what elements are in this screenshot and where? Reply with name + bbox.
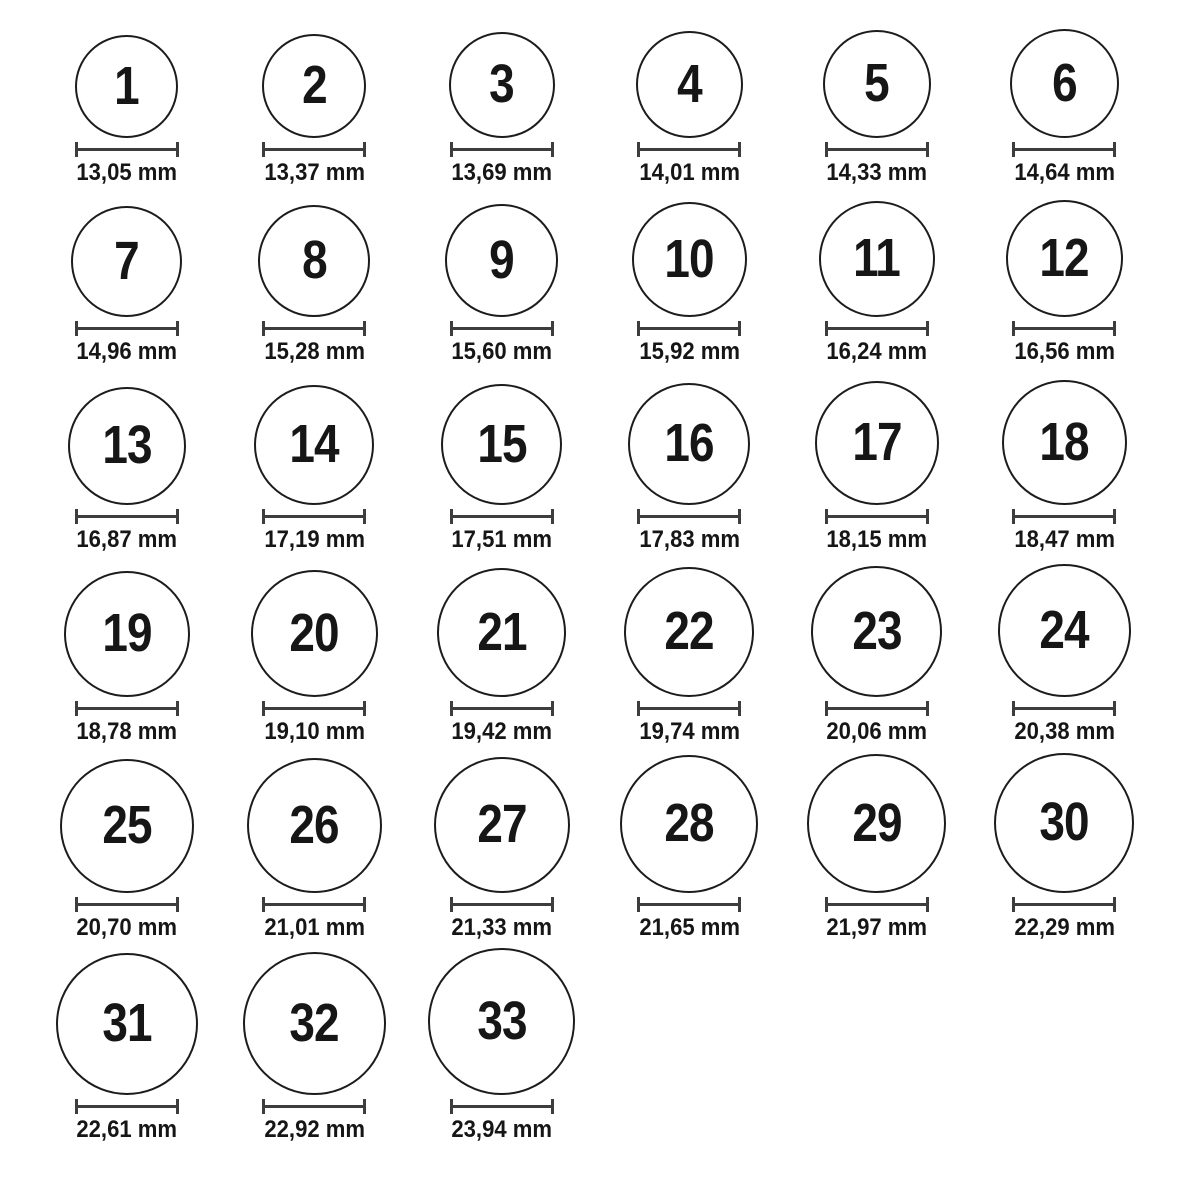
measure-bar <box>263 1105 365 1108</box>
measure-right-tick <box>926 509 929 524</box>
diameter-measure-line <box>637 142 741 157</box>
diameter-label: 16,87 mm <box>76 526 178 553</box>
ring-circle <box>428 948 575 1095</box>
diameter-label: 21,97 mm <box>826 914 928 941</box>
ring-size-number: 23 <box>852 600 902 661</box>
ring-circle <box>1002 380 1127 505</box>
ring-circle <box>71 206 182 317</box>
diameter-label: 17,19 mm <box>263 526 365 553</box>
ring-circle <box>75 35 178 138</box>
measure-bar <box>1013 707 1115 710</box>
ring-size-number: 1 <box>114 55 140 116</box>
ring-size-item <box>408 557 596 749</box>
ring-size-item <box>971 2 1159 190</box>
measure-bar <box>263 903 365 906</box>
ring-circle <box>994 753 1134 893</box>
ring-size-number: 31 <box>102 993 152 1053</box>
diameter-label: 15,60 mm <box>451 338 553 365</box>
measure-right-tick <box>551 701 554 716</box>
measure-right-tick <box>738 509 741 524</box>
ring-size-item <box>783 190 971 369</box>
measure-right-tick <box>363 321 366 336</box>
measure-right-tick <box>363 509 366 524</box>
measure-right-tick <box>176 1099 179 1114</box>
ring-size-item <box>783 2 971 190</box>
ring-circle <box>449 32 555 138</box>
measure-right-tick <box>738 142 741 157</box>
ring-size-item <box>33 2 221 190</box>
diameter-label: 19,10 mm <box>263 718 365 745</box>
diameter-measure-line <box>825 897 929 912</box>
measure-right-tick <box>176 142 179 157</box>
measure-right-tick <box>738 701 741 716</box>
diameter-label: 21,33 mm <box>451 914 553 941</box>
measure-right-tick <box>1113 509 1116 524</box>
ring-size-number: 33 <box>477 990 527 1051</box>
diameter-label: 13,05 mm <box>76 159 178 186</box>
measure-right-tick <box>551 1099 554 1114</box>
ring-circle <box>807 754 946 893</box>
ring-circle <box>620 755 758 893</box>
ring-size-item <box>33 945 221 1147</box>
diameter-label: 21,65 mm <box>638 914 740 941</box>
diameter-measure-line <box>637 509 741 524</box>
diameter-label: 21,01 mm <box>263 914 365 941</box>
measure-bar <box>638 515 740 518</box>
ring-circle <box>434 757 570 893</box>
diameter-measure-line <box>450 509 554 524</box>
ring-size-item <box>221 557 409 749</box>
ring-size-number: 20 <box>289 602 339 663</box>
ring-circle <box>624 567 754 697</box>
measure-bar <box>1013 515 1115 518</box>
ring-size-item <box>971 749 1159 945</box>
diameter-measure-line <box>262 897 366 912</box>
ring-size-number: 3 <box>489 54 515 114</box>
ring-circle <box>254 385 374 505</box>
ring-size-item <box>971 557 1159 749</box>
measure-bar <box>76 903 178 906</box>
measure-bar <box>76 1105 178 1108</box>
ring-circle <box>64 571 190 697</box>
ring-circle <box>243 952 386 1095</box>
measure-bar <box>451 148 553 151</box>
ring-circle <box>247 758 382 893</box>
measure-bar <box>451 327 553 330</box>
ring-circle <box>441 384 562 505</box>
diameter-measure-line <box>75 1099 179 1114</box>
ring-circle <box>632 202 747 317</box>
measure-right-tick <box>926 701 929 716</box>
ring-size-item <box>408 190 596 369</box>
measure-right-tick <box>1113 701 1116 716</box>
ring-circle <box>998 564 1131 697</box>
measure-bar <box>638 148 740 151</box>
diameter-measure-line <box>450 321 554 336</box>
diameter-label: 15,28 mm <box>263 338 365 365</box>
ring-size-number: 14 <box>289 414 339 474</box>
diameter-measure-line <box>262 321 366 336</box>
ring-size-number: 17 <box>852 412 902 472</box>
measure-right-tick <box>551 142 554 157</box>
ring-size-number: 28 <box>664 793 714 853</box>
measure-bar <box>826 327 928 330</box>
ring-size-number: 26 <box>289 794 339 855</box>
ring-size-item <box>596 749 784 945</box>
diameter-measure-line <box>450 897 554 912</box>
ring-size-number: 16 <box>664 413 714 473</box>
diameter-measure-line <box>637 321 741 336</box>
ring-size-number: 5 <box>864 53 890 113</box>
diameter-measure-line <box>450 701 554 716</box>
diameter-label: 16,56 mm <box>1013 338 1115 365</box>
diameter-measure-line <box>75 897 179 912</box>
measure-right-tick <box>551 509 554 524</box>
diameter-label: 23,94 mm <box>451 1116 553 1143</box>
ring-size-item <box>971 190 1159 369</box>
measure-bar <box>451 707 553 710</box>
measure-right-tick <box>1113 897 1116 912</box>
diameter-label: 14,96 mm <box>76 338 178 365</box>
measure-bar <box>638 707 740 710</box>
ring-circle <box>262 34 366 138</box>
diameter-label: 15,92 mm <box>638 338 740 365</box>
measure-bar <box>76 327 178 330</box>
measure-bar <box>451 1105 553 1108</box>
ring-size-item <box>221 190 409 369</box>
ring-size-number: 29 <box>852 792 902 853</box>
measure-bar <box>451 903 553 906</box>
ring-circle <box>1006 200 1123 317</box>
measure-bar <box>1013 148 1115 151</box>
ring-circle <box>811 566 942 697</box>
diameter-label: 22,92 mm <box>263 1116 365 1143</box>
measure-bar <box>826 515 928 518</box>
ring-size-number: 32 <box>289 992 339 1053</box>
measure-right-tick <box>551 897 554 912</box>
diameter-measure-line <box>825 142 929 157</box>
ring-circle <box>68 387 186 505</box>
ring-size-number: 24 <box>1039 599 1089 660</box>
measure-right-tick <box>926 321 929 336</box>
measure-bar <box>451 515 553 518</box>
diameter-label: 17,83 mm <box>638 526 740 553</box>
diameter-measure-line <box>637 897 741 912</box>
diameter-measure-line <box>637 701 741 716</box>
diameter-measure-line <box>75 701 179 716</box>
ring-circle <box>815 381 939 505</box>
diameter-measure-line <box>450 1099 554 1114</box>
ring-size-number: 30 <box>1039 792 1089 852</box>
diameter-measure-line <box>75 142 179 157</box>
ring-size-item <box>408 2 596 190</box>
diameter-measure-line <box>1012 897 1116 912</box>
ring-size-number: 19 <box>102 603 152 663</box>
ring-size-item <box>221 2 409 190</box>
diameter-label: 16,24 mm <box>826 338 928 365</box>
diameter-measure-line <box>450 142 554 157</box>
diameter-label: 13,37 mm <box>263 159 365 186</box>
ring-circle <box>60 759 194 893</box>
diameter-label: 14,64 mm <box>1013 159 1115 186</box>
ring-size-item <box>221 945 409 1147</box>
diameter-measure-line <box>1012 701 1116 716</box>
ring-size-item <box>408 749 596 945</box>
measure-bar <box>638 327 740 330</box>
diameter-measure-line <box>825 321 929 336</box>
ring-size-item <box>783 749 971 945</box>
diameter-label: 14,33 mm <box>826 159 928 186</box>
measure-right-tick <box>1113 321 1116 336</box>
ring-circle <box>1010 29 1119 138</box>
diameter-label: 18,15 mm <box>826 526 928 553</box>
measure-right-tick <box>551 321 554 336</box>
diameter-label: 22,61 mm <box>76 1116 178 1143</box>
ring-size-number: 21 <box>477 601 527 662</box>
diameter-measure-line <box>1012 321 1116 336</box>
diameter-measure-line <box>262 701 366 716</box>
measure-right-tick <box>176 701 179 716</box>
ring-circle <box>628 383 750 505</box>
diameter-label: 19,42 mm <box>451 718 553 745</box>
diameter-measure-line <box>262 142 366 157</box>
measure-bar <box>263 707 365 710</box>
ring-size-item <box>596 557 784 749</box>
ring-circle <box>445 204 558 317</box>
ring-size-item <box>971 369 1159 557</box>
ring-size-number: 6 <box>1051 52 1077 113</box>
measure-right-tick <box>363 897 366 912</box>
diameter-measure-line <box>1012 142 1116 157</box>
measure-right-tick <box>363 142 366 157</box>
ring-size-item <box>33 557 221 749</box>
diameter-measure-line <box>262 1099 366 1114</box>
diameter-measure-line <box>825 701 929 716</box>
ring-size-number: 15 <box>477 413 527 474</box>
diameter-label: 18,78 mm <box>76 718 178 745</box>
measure-right-tick <box>1113 142 1116 157</box>
measure-right-tick <box>926 142 929 157</box>
measure-right-tick <box>176 509 179 524</box>
measure-bar <box>263 515 365 518</box>
diameter-measure-line <box>1012 509 1116 524</box>
ring-size-number: 4 <box>676 53 702 114</box>
ring-circle <box>819 201 935 317</box>
ring-size-number: 22 <box>664 601 714 661</box>
measure-bar <box>826 707 928 710</box>
measure-bar <box>76 707 178 710</box>
diameter-measure-line <box>75 509 179 524</box>
measure-bar <box>826 148 928 151</box>
ring-size-number: 27 <box>477 794 527 854</box>
ring-circle <box>636 31 743 138</box>
ring-size-item <box>596 190 784 369</box>
measure-bar <box>1013 903 1115 906</box>
diameter-measure-line <box>825 509 929 524</box>
measure-right-tick <box>363 1099 366 1114</box>
measure-bar <box>638 903 740 906</box>
ring-size-item <box>33 190 221 369</box>
ring-size-item <box>221 369 409 557</box>
measure-right-tick <box>176 321 179 336</box>
diameter-label: 20,70 mm <box>76 914 178 941</box>
diameter-label: 20,38 mm <box>1013 718 1115 745</box>
diameter-label: 17,51 mm <box>451 526 553 553</box>
ring-size-number: 18 <box>1039 411 1089 472</box>
ring-size-grid <box>33 2 1158 1147</box>
ring-size-item <box>33 749 221 945</box>
measure-bar <box>826 903 928 906</box>
ring-size-number: 7 <box>114 230 140 291</box>
diameter-measure-line <box>262 509 366 524</box>
diameter-label: 18,47 mm <box>1013 526 1115 553</box>
ring-size-number: 2 <box>301 55 327 115</box>
diameter-label: 14,01 mm <box>638 159 740 186</box>
ring-circle <box>823 30 931 138</box>
diameter-label: 13,69 mm <box>451 159 553 186</box>
measure-right-tick <box>176 897 179 912</box>
measure-right-tick <box>926 897 929 912</box>
ring-circle <box>251 570 378 697</box>
ring-size-item <box>221 749 409 945</box>
ring-size-number: 12 <box>1039 227 1089 288</box>
ring-size-item <box>408 945 596 1147</box>
measure-bar <box>76 148 178 151</box>
ring-size-item <box>408 369 596 557</box>
ring-size-item <box>783 557 971 749</box>
diameter-label: 20,06 mm <box>826 718 928 745</box>
ring-size-item <box>596 369 784 557</box>
diameter-label: 19,74 mm <box>638 718 740 745</box>
measure-bar <box>1013 327 1115 330</box>
ring-size-number: 9 <box>489 229 515 290</box>
measure-right-tick <box>738 897 741 912</box>
measure-bar <box>76 515 178 518</box>
diameter-label: 22,29 mm <box>1013 914 1115 941</box>
diameter-measure-line <box>75 321 179 336</box>
ring-size-number: 13 <box>102 415 152 475</box>
ring-size-item <box>33 369 221 557</box>
measure-bar <box>263 327 365 330</box>
ring-size-number: 11 <box>853 228 901 288</box>
ring-size-item <box>596 2 784 190</box>
ring-size-number: 25 <box>102 795 152 855</box>
measure-bar <box>263 148 365 151</box>
measure-right-tick <box>363 701 366 716</box>
ring-circle <box>258 205 370 317</box>
ring-circle <box>56 953 198 1095</box>
ring-size-item <box>783 369 971 557</box>
measure-right-tick <box>738 321 741 336</box>
ring-circle <box>437 568 566 697</box>
ring-size-number: 8 <box>301 230 327 290</box>
ring-size-number: 10 <box>664 228 714 289</box>
